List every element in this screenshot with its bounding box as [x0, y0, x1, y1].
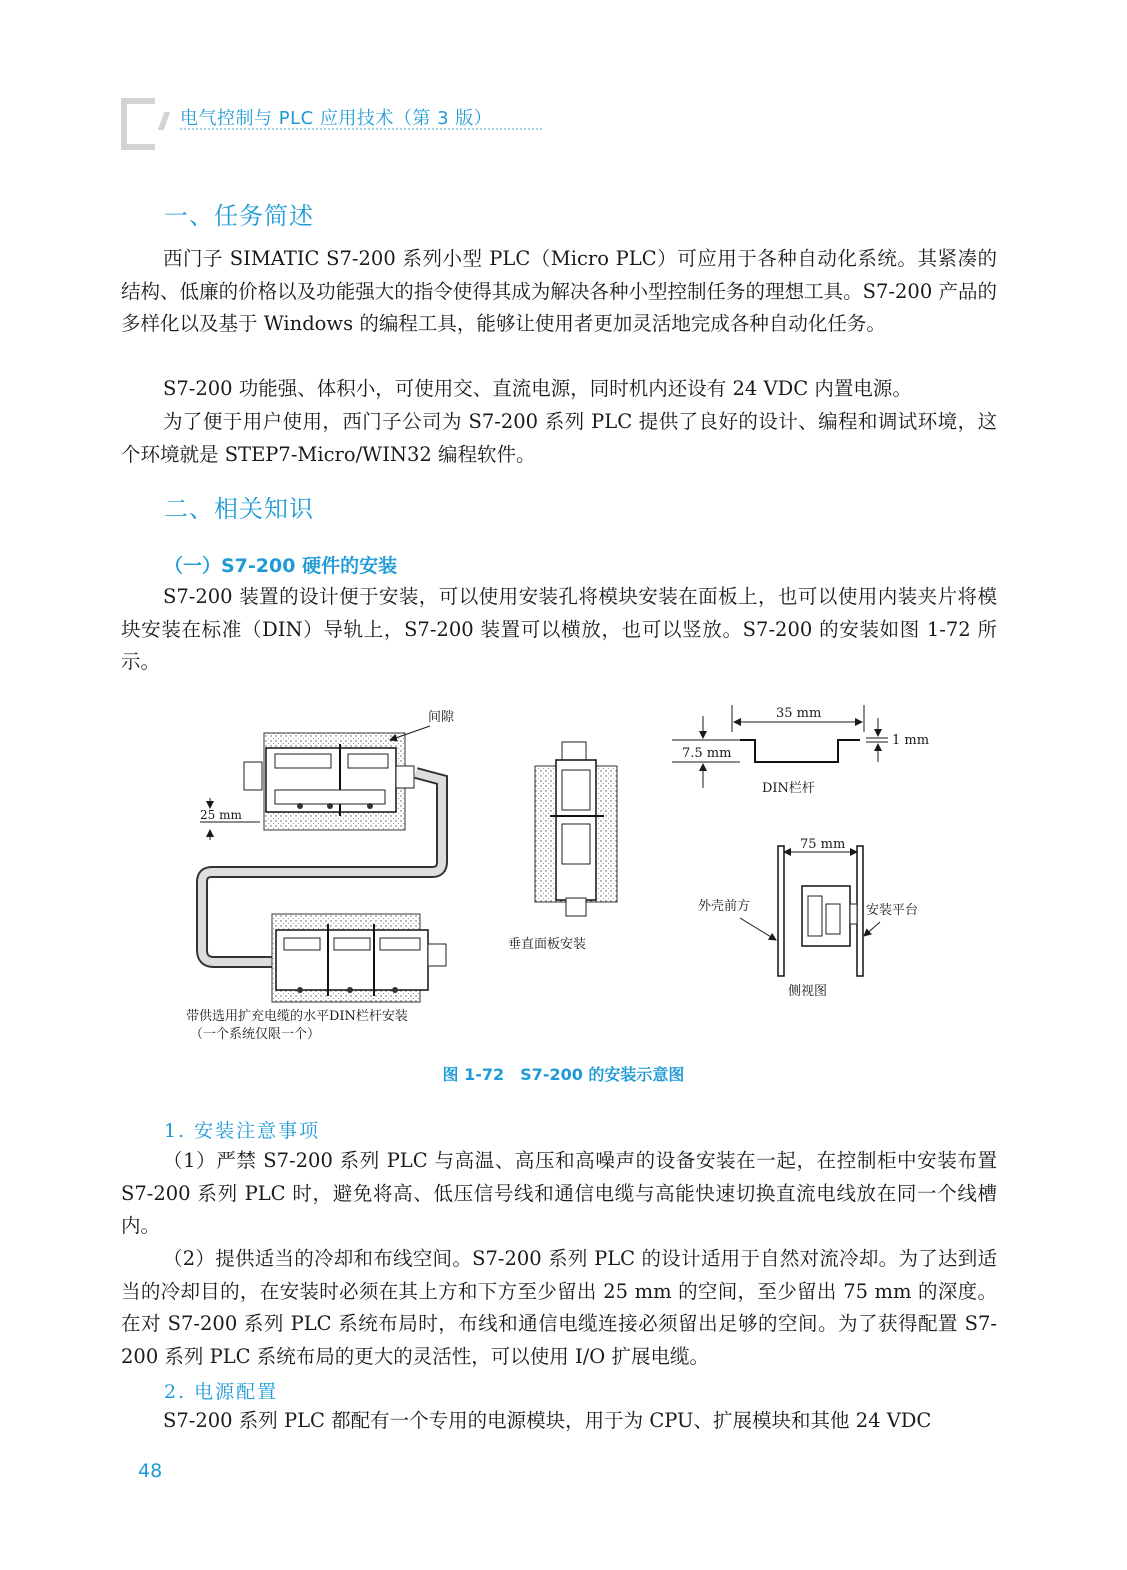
label-side-view: 侧视图	[788, 984, 828, 999]
page-number: 48	[138, 1460, 163, 1482]
label-25mm: 25 mm	[200, 808, 242, 822]
label-gap: 间隙	[428, 710, 455, 725]
item2-paragraph: S7-200 系列 PLC 都配有一个专用的电源模块，用于为 CPU、扩展模块和其他 24 VDC	[163, 1409, 932, 1432]
side-view-diagram	[778, 846, 863, 976]
header-dotted-rule	[180, 128, 542, 130]
item1-paragraph-2: （2）提供适当的冷却和布线空间。S7-200 系列 PLC 的设计适用于自然对流冷却。为了达到适当的冷却目的，在安装时必须在其上方和下方至少留出 25 mm 的空间，至少留出 75 mm 的深度。在对 S7-200 系列 PLC 系统布局时，布线和通信电缆连接必须留出足够的空间。为了获得配置 S7-200 系列 PLC 系统布局的更大的灵活性，可以使用 I/O 扩展电缆。	[121, 1247, 997, 1368]
item2-heading: 2. 电源配置	[164, 1381, 279, 1403]
section1-paragraph-2: S7-200 功能强、体积小，可使用交、直流电源，同时机内还设有 24 VDC 内置电源。	[163, 377, 912, 400]
label-front: 外壳前方	[698, 899, 751, 914]
label-75mm: 75 mm	[800, 837, 846, 852]
section2-heading: 二、相关知识	[164, 495, 314, 523]
label-horizontal-note: （一个系统仅限一个）	[190, 1027, 321, 1042]
item1-heading: 1. 安装注意事项	[164, 1120, 321, 1142]
label-35mm: 35 mm	[776, 706, 822, 721]
section1-paragraph-3: 为了便于用户使用，西门子公司为 S7-200 系列 PLC 提供了良好的设计、编程和调试环境，这个环境就是 STEP7-Micro/WIN32 编程软件。	[121, 410, 997, 466]
horizontal-unit-top	[244, 733, 414, 830]
item1-paragraph-1: （1）严禁 S7-200 系列 PLC 与高温、高压和高噪声的设备安装在一起，在控制柜中安装布置 S7-200 系列 PLC 时，避免将高、低压信号线和通信电缆与高能快速切换直流电线放在同一个线槽内。	[121, 1149, 997, 1237]
figure-caption: 图 1-72 S7-200 的安装示意图	[442, 1065, 685, 1084]
running-header-title: 电气控制与 PLC 应用技术（第 3 版）	[180, 108, 493, 129]
label-vertical-install: 垂直面板安装	[508, 937, 587, 952]
label-1mm: 1 mm	[892, 733, 930, 748]
subsection-heading: （一）S7-200 硬件的安装	[164, 555, 398, 577]
label-horizontal-install: 带供选用扩充电缆的水平DIN栏杆安装	[186, 1009, 408, 1024]
label-7-5mm: 7.5 mm	[682, 746, 732, 761]
horizontal-unit-bottom	[272, 914, 446, 1002]
label-din-rail: DIN栏杆	[762, 781, 815, 796]
header-bracket-ornament	[121, 98, 155, 150]
section1-paragraph-1: 西门子 SIMATIC S7-200 系列小型 PLC（Micro PLC）可应用于各种自动化系统。其紧凑的结构、低廉的价格以及功能强大的指令使得其成为解决各种小型控制任务的理想工具。S7-200 产品的多样化以及基于 Windows 的编程工具，能够让使用者更加灵活地完成各种自动化任务。	[121, 247, 997, 335]
installation-figure	[180, 700, 960, 1050]
label-platform: 安装平台	[866, 903, 919, 918]
subsection-paragraph: S7-200 装置的设计便于安装，可以使用安装孔将模块安装在面板上，也可以使用内装夹片将模块安装在标准（DIN）导轨上，S7-200 装置可以横放，也可以竖放。S7-200 的安装如图 1-72 所示。	[121, 585, 997, 673]
vertical-panel-unit	[535, 742, 617, 916]
section1-heading: 一、任务简述	[164, 202, 314, 230]
